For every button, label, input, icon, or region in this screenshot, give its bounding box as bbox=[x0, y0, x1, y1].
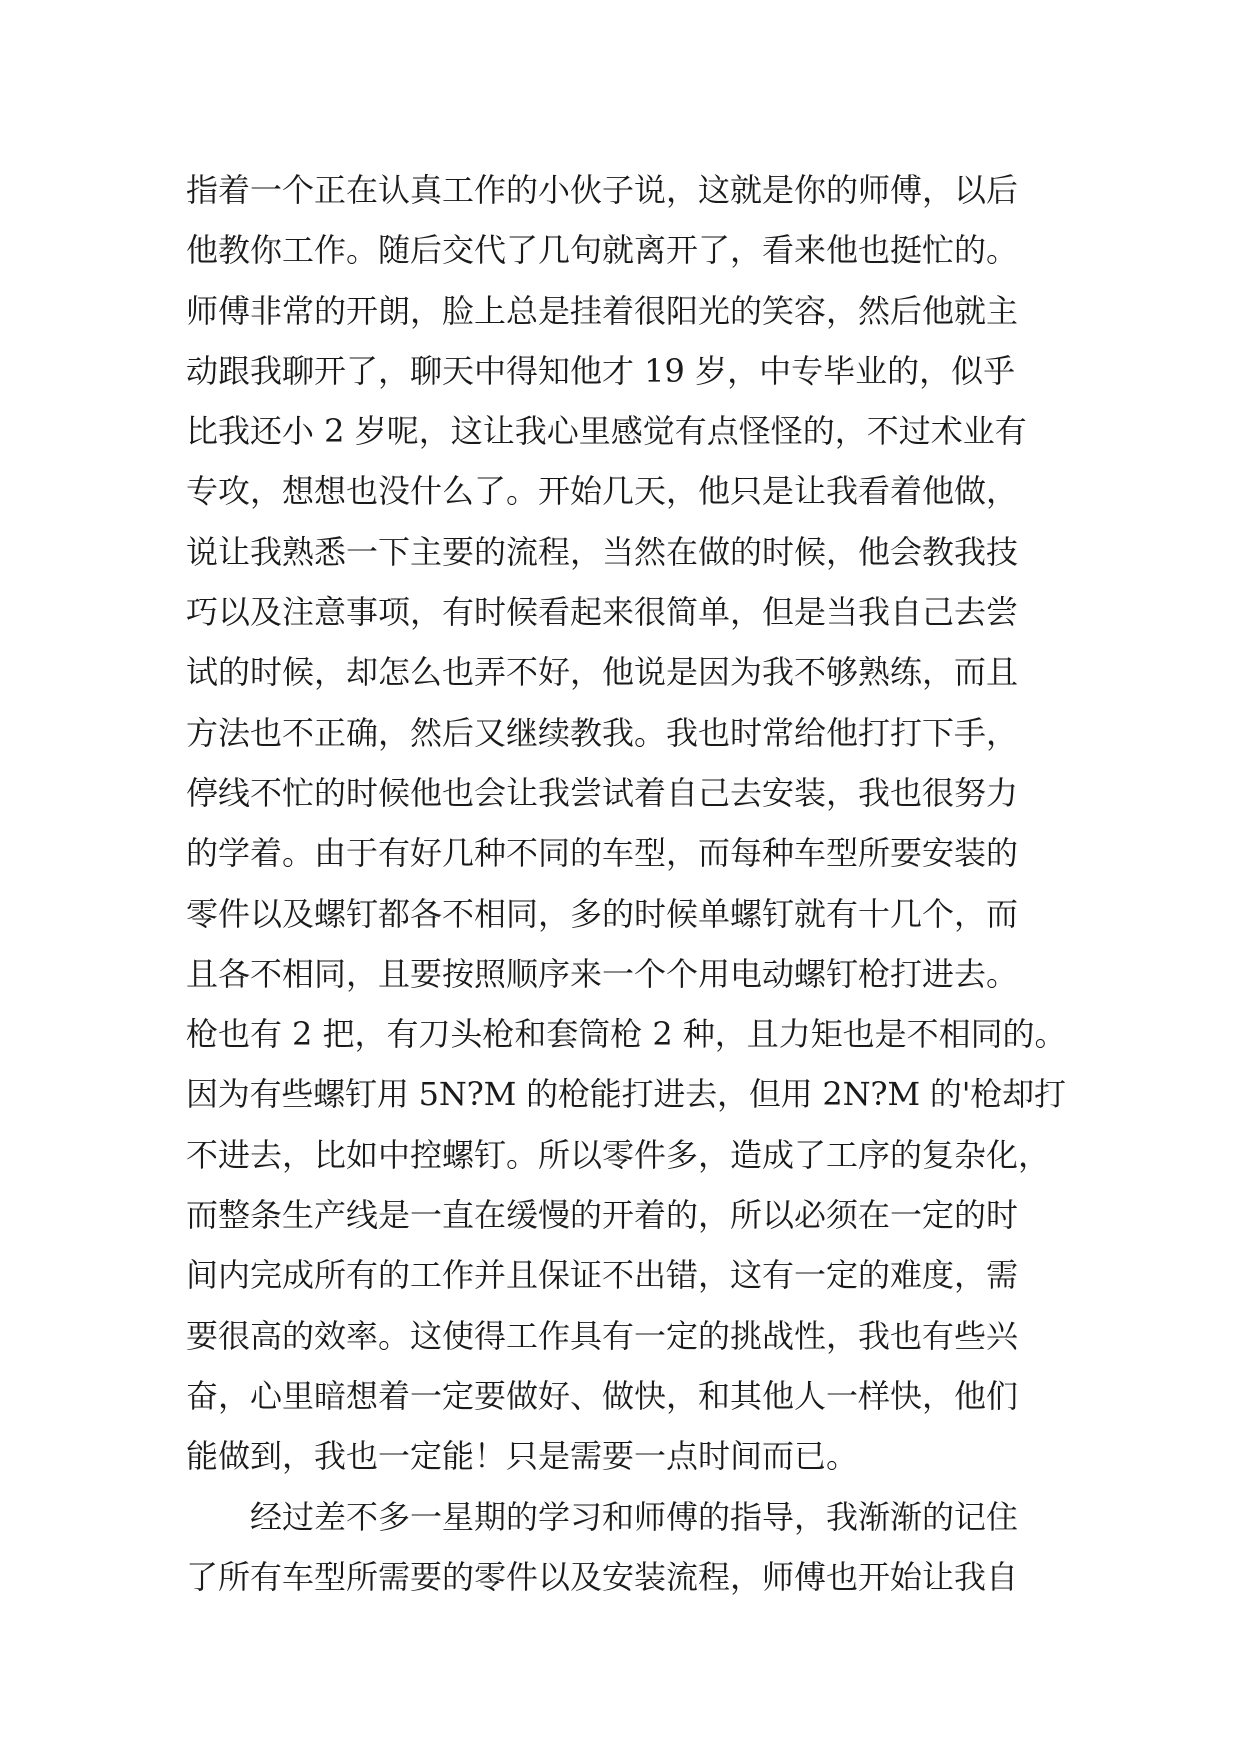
text-line: 专攻，想想也没什么了。开始几天，他只是让我看着他做， bbox=[186, 472, 1019, 511]
text-line: 奋，心里暗想着一定要做好、做快，和其他人一样快，他们 bbox=[186, 1376, 1019, 1415]
text-line: 且各不相同，且要按照顺序来一个个用电动螺钉枪打进去。 bbox=[186, 954, 1019, 993]
document-body bbox=[186, 160, 1066, 1607]
text-line: 动跟我聊开了，聊天中得知他才 19 岁，中专毕业的，似乎 bbox=[186, 351, 1016, 390]
text-line: 不进去，比如中控螺钉。所以零件多，造成了工序的复杂化， bbox=[186, 1135, 1051, 1174]
text-line: 巧以及注意事项，有时候看起来很简单，但是当我自己去尝 bbox=[186, 593, 1019, 632]
text-line: 了所有车型所需要的零件以及安装流程，师傅也开始让我自 bbox=[186, 1557, 1019, 1596]
text-line: 方法也不正确，然后又继续教我。我也时常给他打打下手， bbox=[186, 713, 1019, 752]
text-line: 间内完成所有的工作并且保证不出错，这有一定的难度，需 bbox=[186, 1256, 1019, 1295]
text-line: 指着一个正在认真工作的小伙子说，这就是你的师傅，以后 bbox=[186, 171, 1019, 209]
text-line: 而整条生产线是一直在缓慢的开着的，所以必须在一定的时 bbox=[186, 1196, 1019, 1235]
text-line: 枪也有 2 把，有刀头枪和套筒枪 2 种，且力矩也是不相同的。 bbox=[186, 1015, 1067, 1054]
text-line: 停线不忙的时候他也会让我尝试着自己去安装，我也很努力 bbox=[186, 773, 1019, 812]
text-line: 经过差不多一星期的学习和师傅的指导，我渐渐的记住 bbox=[250, 1497, 1019, 1536]
text-line: 因为有些螺钉用 5N?M 的枪能打进去，但用 2N?M 的'枪却打 bbox=[186, 1075, 1066, 1114]
text-line: 零件以及螺钉都各不相同，多的时候单螺钉就有十几个，而 bbox=[186, 894, 1019, 933]
text-line: 比我还小 2 岁呢，这让我心里感觉有点怪怪的，不过术业有 bbox=[186, 412, 1027, 451]
text-line: 的学着。由于有好几种不同的车型，而每种车型所要安装的 bbox=[186, 834, 1019, 873]
text-line: 试的时候，却怎么也弄不好，他说是因为我不够熟练，而且 bbox=[186, 653, 1019, 692]
text-line: 师傅非常的开朗，脸上总是挂着很阳光的笑容，然后他就主 bbox=[186, 291, 1019, 330]
text-line: 说让我熟悉一下主要的流程，当然在做的时候，他会教我技 bbox=[186, 532, 1019, 571]
text-line: 要很高的效率。这使得工作具有一定的挑战性，我也有些兴 bbox=[186, 1316, 1019, 1355]
text-line: 他教你工作。随后交代了几句就离开了，看来他也挺忙的。 bbox=[186, 231, 1019, 270]
text-line: 能做到，我也一定能！只是需要一点时间而已。 bbox=[186, 1437, 859, 1476]
